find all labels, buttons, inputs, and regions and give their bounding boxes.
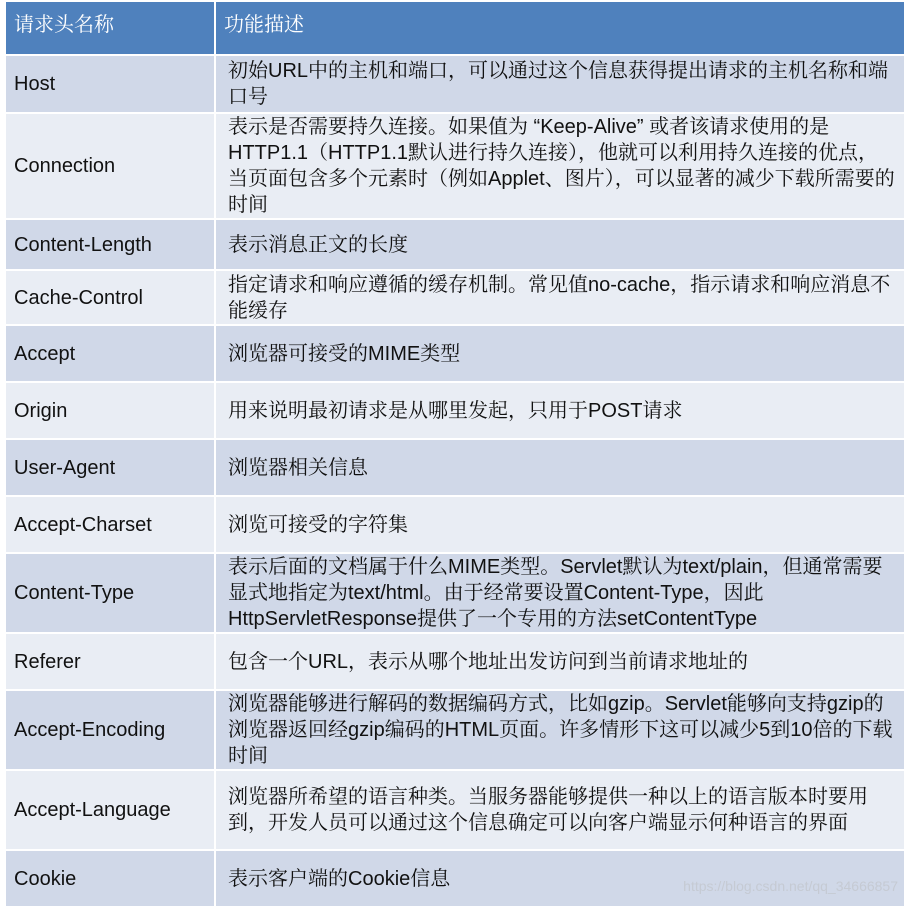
header-name-cell: Referer — [5, 633, 215, 690]
table-row — [5, 553, 905, 633]
header-name-cell: Host — [5, 55, 215, 113]
table-row — [5, 690, 905, 770]
table-row — [5, 633, 905, 690]
header-name-column: 请求头名称 — [5, 1, 215, 55]
header-name-cell: Connection — [5, 113, 215, 219]
header-description-cell: 表示消息正文的长度 — [215, 219, 905, 270]
header-description-cell: 浏览可接受的字符集 — [215, 496, 905, 553]
http-request-headers-table — [4, 0, 906, 908]
header-name-cell: Accept-Language — [5, 770, 215, 850]
watermark-text: https://blog.csdn.net/qq_34666857 — [683, 878, 898, 894]
header-description-cell: 浏览器相关信息 — [215, 439, 905, 496]
table-row — [5, 113, 905, 219]
header-description-cell: 初始URL中的主机和端口，可以通过这个信息获得提出请求的主机名称和端口号 — [215, 55, 905, 113]
header-name-cell: Origin — [5, 382, 215, 439]
header-description-cell: 浏览器可接受的MIME类型 — [215, 325, 905, 382]
header-description-cell: 浏览器所希望的语言种类。当服务器能够提供一种以上的语言版本时要用到，开发人员可以通过这个信息确定可以向客户端显示何种语言的界面 — [215, 770, 905, 850]
table-row — [5, 439, 905, 496]
header-description-cell: 表示客户端的Cookie信息 — [215, 850, 905, 907]
header-description-cell: 表示后面的文档属于什么MIME类型。Servlet默认为text/plain，但通常需要显式地指定为text/html。由于经常要设置Content-Type，因此HttpServletResponse提供了一个专用的方法setContentType — [215, 553, 905, 633]
header-name-cell: User-Agent — [5, 439, 215, 496]
header-name-cell: Content-Type — [5, 553, 215, 633]
table-row — [5, 55, 905, 113]
table-row — [5, 770, 905, 850]
header-name-cell: Accept-Encoding — [5, 690, 215, 770]
header-description-cell: 指定请求和响应遵循的缓存机制。常见值no-cache，指示请求和响应消息不能缓存 — [215, 270, 905, 325]
header-name-cell: Content-Length — [5, 219, 215, 270]
table-row — [5, 325, 905, 382]
header-name-cell: Accept — [5, 325, 215, 382]
header-description-column: 功能描述 — [215, 1, 905, 55]
table-row — [5, 496, 905, 553]
header-name-cell: Cache-Control — [5, 270, 215, 325]
table-header-row — [5, 1, 905, 55]
table-row — [5, 382, 905, 439]
header-description-cell: 包含一个URL，表示从哪个地址出发访问到当前请求地址的 — [215, 633, 905, 690]
header-name-cell: Accept-Charset — [5, 496, 215, 553]
header-description-cell: 表示是否需要持久连接。如果值为 “Keep-Alive” 或者该请求使用的是HTTP1.1（HTTP1.1默认进行持久连接），他就可以利用持久连接的优点，当页面包含多个元素时（例如Applet、图片），可以显著的减少下载所需要的时间 — [215, 113, 905, 219]
table-row — [5, 270, 905, 325]
header-name-cell: Cookie — [5, 850, 215, 907]
header-description-cell: 用来说明最初请求是从哪里发起，只用于POST请求 — [215, 382, 905, 439]
header-description-cell: 浏览器能够进行解码的数据编码方式，比如gzip。Servlet能够向支持gzip的浏览器返回经gzip编码的HTML页面。许多情形下这可以减少5到10倍的下载时间 — [215, 690, 905, 770]
table-row — [5, 219, 905, 270]
